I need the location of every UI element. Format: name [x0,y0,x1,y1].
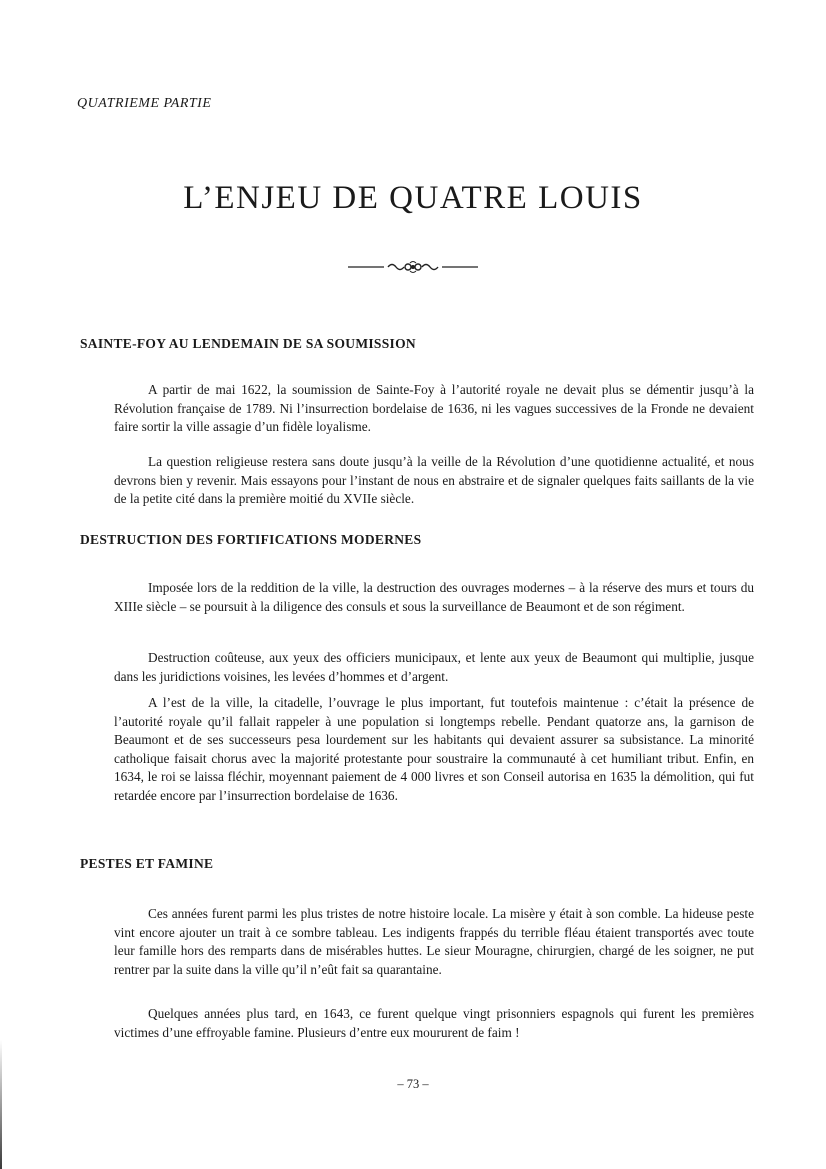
part-label: QUATRIEME PARTIE [77,96,212,111]
scan-edge [0,1040,2,1169]
section-heading-sainte-foy: SAINTE-FOY AU LENDEMAIN DE SA SOUMISSION [80,336,416,351]
page-number: – 73 – [397,1077,429,1091]
section-heading-pestes: PESTES ET FAMINE [80,856,214,871]
paragraph: Imposée lors de la reddition de la ville, la destruction des ouvrages modernes – à la réserve des murs et tours du XIIIe siècle – se poursuit à la diligence des consuls et sous la surveillance de Beaumont et de son régiment. [114,580,754,614]
paragraph: A partir de mai 1622, la soumission de Sainte-Foy à l’autorité royale ne devait plus se démentir jusqu’à la Révolution française de 1789. Ni l’insurrection bordelaise de 1636, ni les vagues successives de la Fronde ne devaient faire sortir la ville assagie d’un fidèle loyalisme. [114,382,754,434]
fleuron-ornament-icon [348,258,478,276]
paragraph: A l’est de la ville, la citadelle, l’ouvrage le plus important, fut toutefois maintenue : c’était la présence de l’autorité royale qu’il fallait rappeler à une population si longtemps rebelle. Pendant quatorze ans, la garnison de Beaumont et de ses successeurs pesa lourdement sur les habitants qui devaient assurer sa subsistance. La minorité catholique faisait chorus avec la majorité protestante pour soustraire la communauté à cet humiliant tribut. Enfin, en 1634, le roi se laissa fléchir, moyennant paiement de 4 000 livres et son Conseil autorisa en 1635 la démolition, qui fut retardée encore par l’insurrection bordelaise de 1636. [114,695,754,803]
section-heading-destruction: DESTRUCTION DES FORTIFICATIONS MODERNES [80,532,422,547]
paragraph: Quelques années plus tard, en 1643, ce furent quelque vingt prisonniers espagnols qui furent les premières victimes d’une effroyable famine. Plusieurs d’entre eux moururent de faim ! [114,1006,754,1040]
paragraph-text: La question religieuse restera sans doute jusqu’à la veille de la Révolution d’une quotidienne actualité, et nous devrons bien y revenir. Mais essayons pour l’instant de nous en abstraire et de signaler quelques faits saillants de la vie de la petite cité dans la première moitié du XVIIe siècle. [114,454,754,506]
paragraph: Ces années furent parmi les plus tristes de notre histoire locale. La misère y était à son comble. La hideuse peste vint encore ajouter un trait à ce sombre tableau. Les indigents frappés du terrible fléau étaient transportés avec toute leur famille hors des remparts dans de misérables huttes. Le sieur Mouragne, chirurgien, chargé de les soigner, ne put rentrer par la suite dans la ville qu’il n’eût fait sa quarantaine. [114,906,754,977]
paragraph: Destruction coûteuse, aux yeux des officiers municipaux, et lente aux yeux de Beaumont qui multiplie, jusque dans les juridictions voisines, les levées d’hommes et d’argent. [114,650,754,684]
fleuron-ornament [0,258,826,276]
page-title: L’ENJEU DE QUATRE LOUIS [183,180,643,216]
paragraph [114,453,754,509]
